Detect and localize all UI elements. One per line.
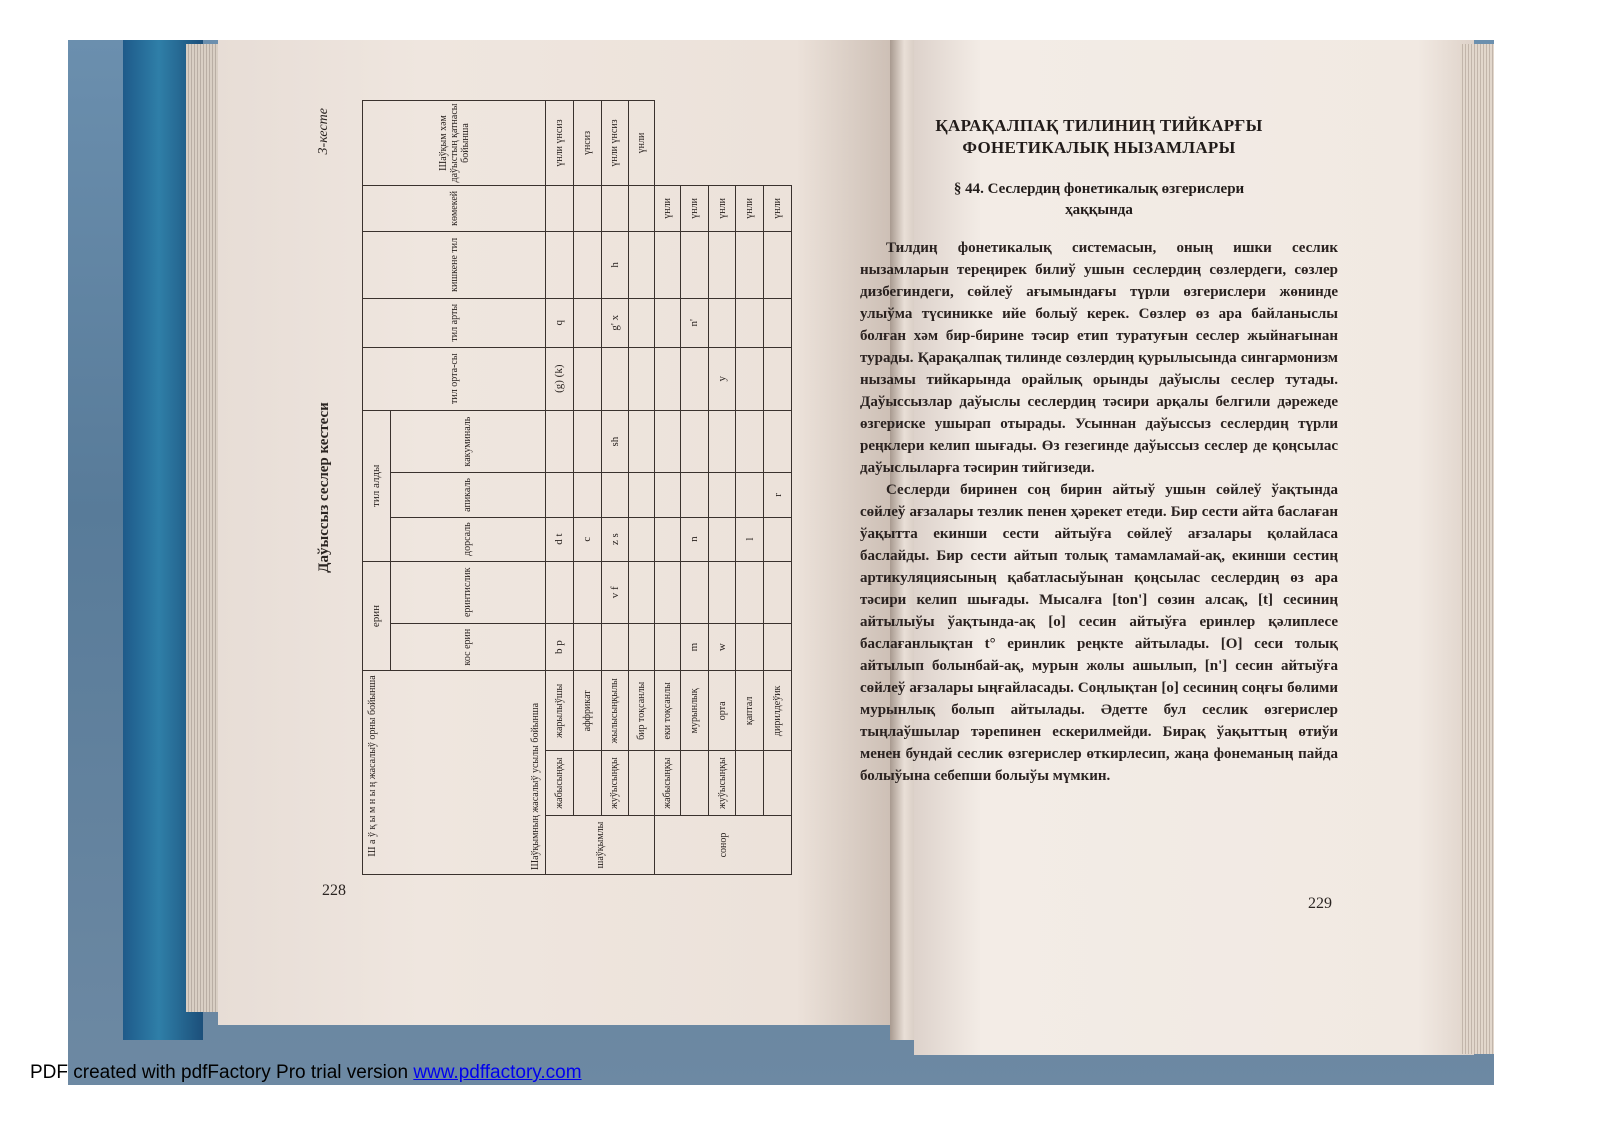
group-trill2-blank	[764, 751, 792, 816]
cell-3-4	[601, 473, 629, 517]
row-label-8: қаптал	[736, 671, 764, 751]
cell-1-5	[546, 410, 574, 473]
consonant-table-rotated	[352, 100, 797, 875]
cell-4-1	[629, 623, 655, 671]
header-apical: апикаль	[390, 473, 545, 517]
group-sonor: сонор	[655, 815, 792, 874]
cell-9-5	[764, 410, 792, 473]
cell-4-2	[629, 561, 655, 623]
cell-4-5	[629, 410, 655, 473]
table-caption-strip	[312, 100, 342, 875]
cell-8-2	[736, 561, 764, 623]
row-label-6: мурынлық	[681, 671, 709, 751]
cell-7-4	[708, 473, 736, 517]
cell-1-1: b p	[546, 623, 574, 671]
row-label-5: еки тоқсанлы	[655, 671, 681, 751]
chapter-title-line2: ФОНЕТИКАЛЫҚ НЫЗАМЛАРЫ	[962, 138, 1236, 158]
cell-5-1	[655, 623, 681, 671]
page-number-right: 229	[1308, 895, 1332, 912]
cell-8-voice: үнли	[736, 186, 764, 232]
cell-8-5	[736, 410, 764, 473]
consonant-table	[362, 100, 792, 875]
cell-4-voice: үнли	[629, 101, 655, 186]
table-caption: Даўыссыз сеслер кестеси	[316, 402, 332, 573]
row-label-1: жарылыўшы	[546, 671, 574, 751]
cell-3-1	[601, 623, 629, 671]
cell-6-2	[681, 561, 709, 623]
cell-5-8	[655, 231, 681, 298]
group-affricate-blank	[573, 751, 601, 816]
cell-6-6	[681, 347, 709, 410]
row-label-2: аффрикат	[573, 671, 601, 751]
cell-9-2	[764, 561, 792, 623]
group-sonorant-stop: жабысыңқы	[655, 751, 681, 816]
right-page-edges	[1460, 44, 1494, 1054]
row-label-7: орта	[708, 671, 736, 751]
cell-1-voice: үнли үнсиз	[546, 101, 574, 186]
cell-7-8	[708, 231, 736, 298]
cell-8-1	[736, 623, 764, 671]
cell-6-1: m	[681, 623, 709, 671]
group-nasal-blank	[681, 751, 709, 816]
group-sonorant-cont: жуўысыңқы	[708, 751, 736, 816]
cell-9-4: r	[764, 473, 792, 517]
cell-6-7: n'	[681, 298, 709, 347]
cell-4-7	[629, 298, 655, 347]
cell-1-3: d t	[546, 517, 574, 561]
cell-2-4	[573, 473, 601, 517]
cell-4-8	[629, 231, 655, 298]
cell-3-2: v f	[601, 561, 629, 623]
cell-5-voice: үнли	[655, 186, 681, 232]
cell-2-3: c	[573, 517, 601, 561]
cell-9-1	[764, 623, 792, 671]
cell-8-4	[736, 473, 764, 517]
right-page-text	[860, 115, 1338, 787]
page-number-left: 228	[322, 882, 346, 899]
paragraph-2: Сеслерди биринен соң бирин айтыў ушын сөйлеў ўақтында сөйлеў ағзалары тезлик пенен ҳəрекет етеди. Бир сести айта баслаған ўақытта екинши сести айтыўға сөйлеў ағзалары қолайласа баслайды. Бир сести айтып толық тамамламай-ақ, екинши сестиң артикуляциясының қабатласыўынан қоңсылас сеслердиң өз ара тəсири келип шығады. Мысалға [ton'] сөзин алсақ, [t] сесиниң айтылыўы ўақтында-ақ [o] сесин айтыўға еринлер қəлиплесе баслағанлықтан t° еринлик реңкте айтылады. [O] сеси толық айтылып болынбай-ақ, мурын жолы ашылып, [n'] сесин айтыўға сөйлеў ағзалары ыңғайласады. Соңлықтан [o] сесиниң соңғы бөлими мурынлық болып айтылады. Əдетте бул сеслик өзгерислер тыңлаўшылар тəрепинен ескерилмейди. Бирақ ўақыттың өтиўи менен бундай сеслик өзгерислер өткирлесип, жаңа фонеманың пайда болыўына себепши болыўы мүмкин.	[860, 482, 1338, 785]
footer-link[interactable]: www.pdffactory.com	[413, 1062, 582, 1083]
cell-1-7: q	[546, 298, 574, 347]
row-label-4: бир тоқсанлы	[629, 671, 655, 751]
cell-4-4	[629, 473, 655, 517]
cell-5-4	[655, 473, 681, 517]
row-label-3: жылысыңқылы	[601, 671, 629, 751]
header-throat: көмекей	[363, 186, 546, 232]
header-lips: ерин	[363, 561, 391, 671]
cell-9-voice: үнли	[764, 186, 792, 232]
header-lip-tooth: еринтислик	[390, 561, 545, 623]
cell-8-6	[736, 347, 764, 410]
cell-1-8	[546, 231, 574, 298]
consonant-table-area	[352, 100, 797, 875]
cell-6-8	[681, 231, 709, 298]
cell-5-7	[655, 298, 681, 347]
cell-9-3	[764, 517, 792, 561]
cell-3-5: sh	[601, 410, 629, 473]
corner-bottom-label: Шаўқымның жасалыў усылы бойынша	[529, 702, 541, 870]
cell-1-4	[546, 473, 574, 517]
cell-7-1: w	[708, 623, 736, 671]
group-stop: жабысыңқы	[546, 751, 574, 816]
section-title	[860, 179, 1338, 221]
header-noise-voice: Шаўқым хəм даўыстың қатнасы бойынша	[363, 101, 546, 186]
cell-5-6	[655, 347, 681, 410]
cell-4-9	[629, 186, 655, 232]
cell-2-5	[573, 410, 601, 473]
cell-7-3	[708, 517, 736, 561]
header-cacuminal: какуминаль	[390, 410, 545, 473]
cell-3-6	[601, 347, 629, 410]
cell-3-voice: үнли үнсиз	[601, 101, 629, 186]
row-label-9: дирилдеўик	[764, 671, 792, 751]
cell-3-9	[601, 186, 629, 232]
cell-2-1	[573, 623, 601, 671]
group-trill-blank	[629, 751, 655, 816]
cell-5-5	[655, 410, 681, 473]
cell-1-6: (g) (k)	[546, 347, 574, 410]
cell-6-voice: үнли	[681, 186, 709, 232]
cell-8-7	[736, 298, 764, 347]
pdf-footer	[30, 1062, 582, 1084]
cell-9-8	[764, 231, 792, 298]
group-lateral-blank	[736, 751, 764, 816]
cell-1-2	[546, 561, 574, 623]
cell-6-5	[681, 410, 709, 473]
cell-9-6	[764, 347, 792, 410]
corner-top-label: Ш а ў қ ы м н ы ң жасалыў орны бойынша	[367, 675, 378, 857]
cell-2-7	[573, 298, 601, 347]
cell-1-9	[546, 186, 574, 232]
cell-7-5	[708, 410, 736, 473]
cell-4-6	[629, 347, 655, 410]
cell-3-8: h	[601, 231, 629, 298]
paragraph-1: Тилдиң фонетикалық системасын, оның ишки сеслик нызамларын тереңирек билиў ушын сеслердиң сөзлердеги, сөзлер дизбегиндеги, сөйлеў ағымындағы түрли өзгерислери жөнинде улыўма түсиникке ийе болыў керек. Сөзлер өз ара байланыслы болған хəм бир-бирине тəсир етип туратуғын сеслер жыйнағынан турады. Қарақалпақ тилинде сөзлердиң қурылысында сингармонизм нызамы тийкарында орайлық орынды даўыслы сеслер тутады. Даўыссызлар даўыслы сеслердиң тəсири арқалы белгили дəрежеде өзгериске ушырап отырады. Усыннан даўыссыз сеслердиң түрли реңклери келип шығады. Өз гезегинде даўыссыз сеслер де қоңсылас даўыслыларға тəсирин тийгизеди.	[860, 240, 1338, 477]
header-mid-tongue: тил орта-сы	[363, 347, 546, 410]
cell-6-3: n	[681, 517, 709, 561]
cell-2-8	[573, 231, 601, 298]
cell-2-6	[573, 347, 601, 410]
cell-2-voice: үнсиз	[573, 101, 601, 186]
chapter-title	[860, 115, 1338, 159]
header-front-tongue: тил алды	[363, 410, 391, 561]
section-title-line1: § 44. Сеслердиң фонетикалық өзгерислери	[953, 181, 1245, 198]
header-two-lip: кос ерин	[390, 623, 545, 671]
cell-2-2	[573, 561, 601, 623]
cell-3-7: g' x	[601, 298, 629, 347]
cell-7-voice: үнли	[708, 186, 736, 232]
group-noisy: шаўқымлы	[546, 815, 655, 874]
header-dorsal: дорсаль	[390, 517, 545, 561]
cell-5-3	[655, 517, 681, 561]
cell-5-2	[655, 561, 681, 623]
cell-9-7	[764, 298, 792, 347]
cell-2-9	[573, 186, 601, 232]
header-back-tongue: тил арты	[363, 298, 546, 347]
group-continuant: жуўысыңқы	[601, 751, 629, 816]
cell-7-2	[708, 561, 736, 623]
section-title-line2: ҳаққында	[1065, 202, 1133, 219]
table-number: 3-кесте	[316, 108, 331, 155]
cell-8-8	[736, 231, 764, 298]
cell-4-3	[629, 517, 655, 561]
cell-3-3: z s	[601, 517, 629, 561]
cell-7-7	[708, 298, 736, 347]
table-corner-cell	[363, 671, 546, 875]
cell-8-3: l	[736, 517, 764, 561]
cell-7-6: y	[708, 347, 736, 410]
chapter-title-line1: ҚАРАҚАЛПАҚ ТИЛИНИҢ ТИЙКАРҒЫ	[935, 116, 1263, 135]
header-deep-back: кишкене тил	[363, 231, 546, 298]
footer-text: PDF created with pdfFactory Pro trial version	[30, 1062, 414, 1083]
cell-6-4	[681, 473, 709, 517]
